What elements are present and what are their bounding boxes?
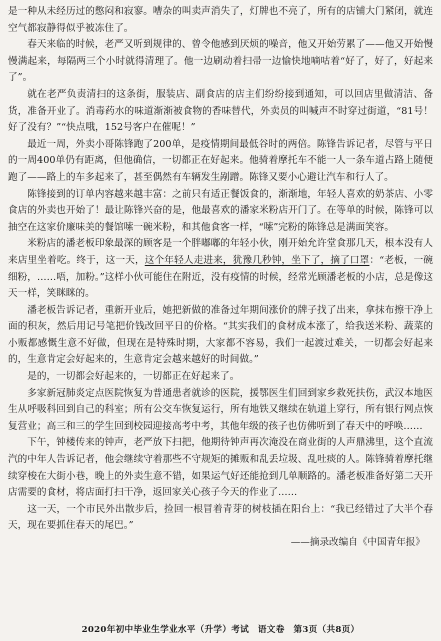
page-footer: 2020年初中毕业生学业水平（升学）考试 语文卷 第3页（共8页） (81, 625, 360, 635)
article-paragraph: 春天来临的时候，老严又听到规律的、曾令他感到厌烦的噪音，他又开始劳累了——他又开始慢慢满起来，每隔两三个小时就得清理了。他一边刷动着扫帚一边愉快地嘀咕着“好了，好了，好起来了”。 (8, 39, 433, 84)
article-body (8, 4, 433, 535)
article-paragraph (8, 236, 433, 302)
article-paragraph: 是的，一切都会好起来的，一切都正在好起来了。 (27, 371, 240, 383)
article-paragraph: 最近一周，外卖小哥陈锋跑了200单，是疫情期间最低谷时的两倍。陈锋告诉记者，尽管与平日的一周400单仍有距离，但他确信，一切都正在好起来。他骑着摩托车不能一人一条车道占路上随便跑了——路上的车多起来了，甚至偶然有车辆发生剐蹭。陈锋又要小心避让汽车和行人了。 (8, 138, 433, 183)
article-paragraph: 这一天，一个市民外出散步后，捡回一根冒着青芽的树枝插在阳台上：“我已经错过了大半个春天，现在要抓住春天的尾巴。” (8, 503, 433, 532)
article-paragraph: 潘老板告诉记者，重新开业后，她把新做的准备过年期间涨价的牌子找了出来，拿抹布擦干净上面的积灰，然后用记号笔把价钱改回平日的价格。“其实我们的食材成本涨了，给我送米粉、蔬菜的小贩都感慨生意不好做，但现在是特殊时期，大家都不容易，我们一起渡过难关，一切都会好起来的，生意肯定会好起来的，生意肯定会越来越好的时间做。” (8, 304, 433, 366)
article-paragraph: 陈锋接到的订单内容越来越丰富：之前只有适正餐饭食的，渐渐地，年轻人喜欢的奶茶店、小零食店的外卖也开始了！最让陈锋兴奋的是，他最喜欢的潘家米粉店开门了。在等单的时候，陈锋可以抽空在这家价廉味美的餐馆嗦一碗米粉，和其他食客一样，“嗦”完粉的陈锋总是满面笑容。 (8, 188, 433, 233)
article-paragraph: 多家新冠肺炎定点医院恢复为普通患者就诊的医院，援鄂医生们回到家乡救死扶伤，武汉本地医生从呼吸科回到自己的科室；所有公交车恢复运行，所有地铁又继续在轨道上穿行，所有银行网点恢复营业；高三和三的学生回到校园迎接高考中考，其他年级的孩子也仿佛听到了春天中的呼唤…… (8, 387, 433, 432)
paragraph-segment: ：“老板，一碗细粉，……唔，加粉。”这样小伙可能住在附近，没有疫情的时候，经常光顾潘老板的小店，总是像这天一样，笑眯眯的。 (8, 254, 434, 300)
article-paragraph: 是一种从未经历过的憋闷和寂寥。嘈杂的叫卖声消失了，灯牌也不亮了，所有的店铺大门紧闭，就连空气都寂静得似乎被冻住了。 (8, 6, 433, 34)
source-attribution: ——摘录改编自《中国青年报》 (290, 537, 425, 548)
underlined-sentence: 这个年轻人走进来，犹豫几秒钟，坐下了，摘了口罩 (144, 254, 370, 266)
article-paragraph: 就在老严负责清扫的这条街，服装店、副食店的店主们纷纷接到通知，可以回店里做清洁、备货，准备开业了。消毒药水的味道渐渐被食物的香味替代，外卖员的叫喊声不时穿过街道，“81号！好了没有？”“快点哦，152号客户在催呢！” (8, 88, 433, 134)
article-paragraph: 下午，钟楼传来的钟声，老严放下扫把，他期待钟声再次淹没在商业街的人声鼎沸里，这个直流汽的中年人告诉记者，他会继续守着那些不守规矩的摊贩和乱丢垃圾、乱吐痰的人。陈锋骑着摩托继续穿梭在大街小巷，晚上的外卖生意不错，如果运气好还能抢到几单顺路的。潘老板准备好第二天开店需要的食材，将店面打扫干净，返回家关心孩子今天的作业了…… (8, 437, 433, 499)
paragraph-segment: 米粉店的潘老板印象最深的顾客是一个胖嘟嘟的年轻小伙，刚开始允许堂食那几天，根本没有人来店里坐着吃。终于，这一天， (8, 238, 433, 266)
